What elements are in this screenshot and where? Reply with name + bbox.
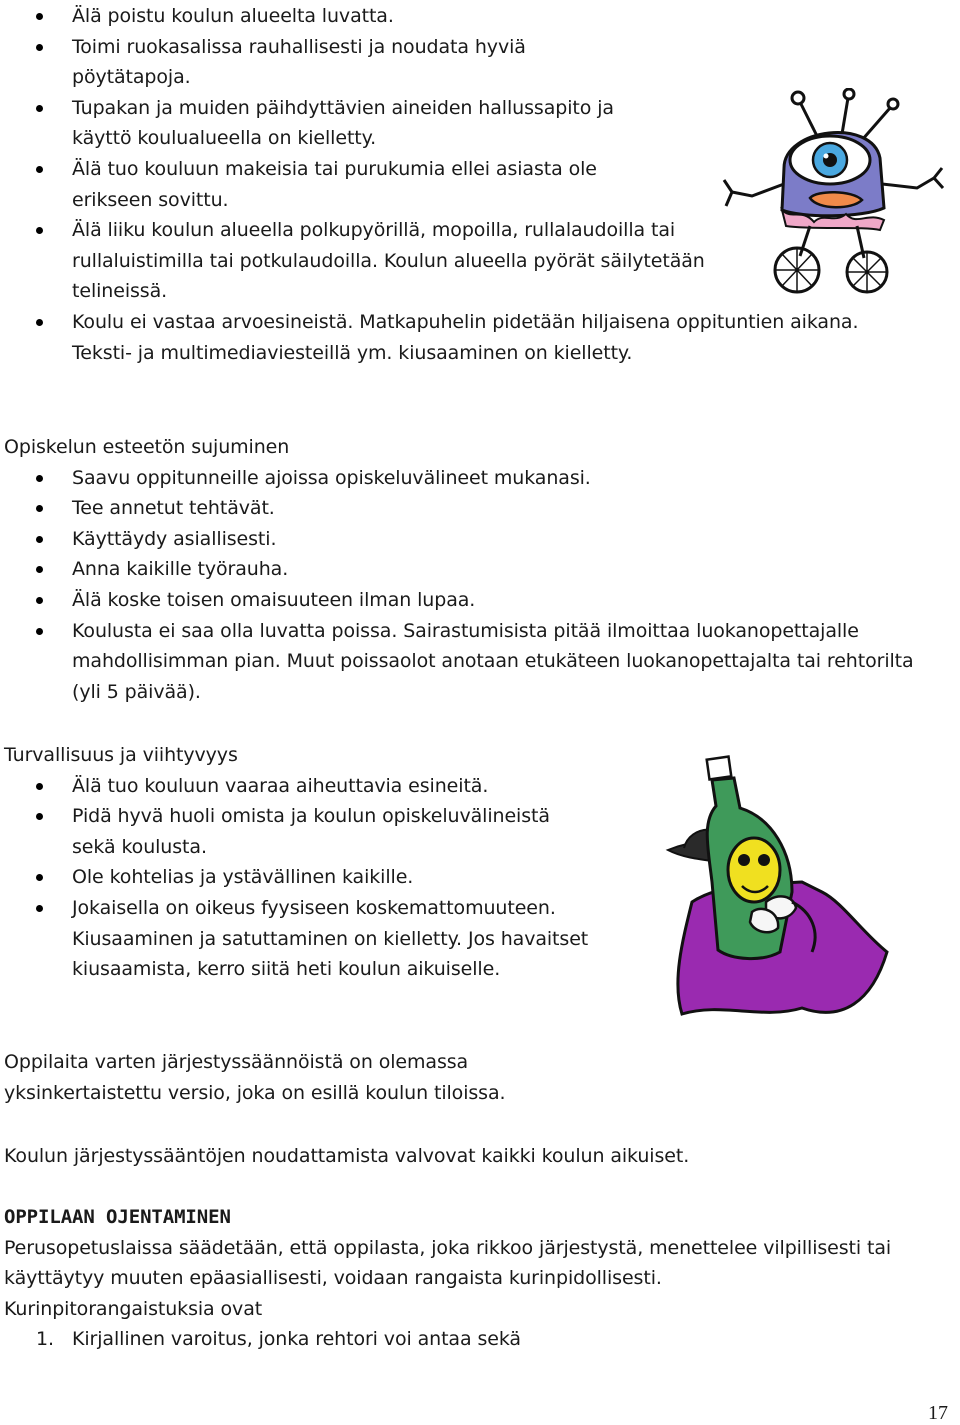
list-item-text: Koulu ei vastaa arvoesineistä. Matkapuhelin pidetään hiljaisena oppituntien aikana. Teksti- ja multimediaviesteillä ym. kiusaaminen on kielletty. [72, 310, 859, 364]
list-item-text: Saavu oppitunneille ajoissa opiskeluvälineet mukanasi. [72, 466, 591, 489]
bottle-villain-icon [662, 752, 892, 1027]
list-item [0, 554, 924, 585]
list-number: 1. [36, 1328, 54, 1351]
list-item-text: Pidä hyvä huoli omista ja koulun opiskeluvälineistä sekä koulusta. [72, 805, 550, 858]
list-item-text: Älä tuo kouluun makeisia tai purukumia ellei asiasta ole erikseen sovittu. [72, 157, 597, 211]
list-item [0, 463, 924, 494]
paragraph: Oppilaita varten järjestyssäännöistä on olemassa yksinkertaistettu versio, joka on esillä koulun tiloissa. [4, 1051, 506, 1104]
list-item-text: Anna kaikille työrauha. [72, 558, 289, 581]
simplified-version-note [4, 1047, 564, 1108]
list-item-text: Toimi ruokasalissa rauhallisesti ja noudata hyviä pöytätapoja. [72, 35, 526, 89]
list-item-text: Tupakan ja muiden päihdyttävien aineiden hallussapito ja käyttö koulualueella on kielletty. [72, 96, 614, 150]
list-item [0, 154, 662, 215]
section-discipline [4, 1202, 949, 1355]
list-item [0, 893, 602, 985]
list-item [0, 771, 644, 802]
list-item [0, 215, 707, 307]
list-item [0, 585, 924, 616]
list-item [0, 616, 927, 708]
list-item-text: Ole kohtelias ja ystävällinen kaikille. [72, 866, 414, 889]
rules-list-1-wrapper [0, 1, 859, 368]
list-item-text: Koulusta ei saa olla luvatta poissa. Sairastumisista pitää ilmoittaa luokanopettajalle mahdollisimman pian. Muut poissaolot anotaan etukäteen luokanopettajalta tai rehtorilta (yli 5 päivää). [72, 619, 914, 703]
list-item-text: Kirjallinen varoitus, jonka rehtori voi antaa sekä [72, 1328, 521, 1351]
rules-list-3 [0, 771, 644, 985]
list-item [0, 1324, 949, 1355]
list-item-text: Käyttäydy asiallisesti. [72, 527, 277, 550]
list-item-text: Älä liiku koulun alueella polkupyörillä, mopoilla, rullalaudoilla tai rullaluistimilla tai potkulaudoilla. Koulun alueella pyörät säilytetään telineissä. [72, 219, 705, 303]
page-number: 17 [928, 1402, 948, 1424]
supervision-note [4, 1141, 904, 1172]
list-item [0, 32, 592, 93]
section-safety [4, 740, 644, 985]
section-heading: Turvallisuus ja viihtyvyys [4, 744, 238, 766]
section-studying [4, 432, 924, 707]
list-item-text: Älä koske toisen omaisuuteen ilman lupaa. [72, 588, 476, 611]
subheading: Kurinpitorangaistuksia ovat [4, 1297, 263, 1320]
section-heading: Opiskelun esteetön sujuminen [4, 436, 290, 458]
list-item [0, 862, 644, 893]
list-item-text: Tee annetut tehtävät. [72, 497, 275, 520]
list-item [0, 1, 700, 32]
list-item [0, 307, 917, 368]
list-item-text: Älä poistu koulun alueelta luvatta. [72, 5, 394, 27]
list-item [0, 801, 582, 862]
list-item-text: Jokaisella on oikeus fyysiseen koskemattomuuteen. Kiusaaminen ja satuttaminen on kielletty. Jos havaitset kiusaamista, kerro siitä heti koulun aikuiselle. [72, 896, 589, 981]
list-item [0, 93, 672, 154]
list-item-text: Älä tuo kouluun vaaraa aiheuttavia esineitä. [72, 774, 489, 797]
rules-list-2 [0, 463, 924, 708]
paragraph: Koulun järjestyssääntöjen noudattamista valvovat kaikki koulun aikuiset. [4, 1145, 690, 1167]
section-heading: OPPILAAN OJENTAMINEN [4, 1206, 231, 1228]
rules-list-1 [0, 1, 859, 368]
eye-monster-icon [722, 88, 944, 298]
list-item [0, 493, 924, 524]
paragraph: Perusopetuslaissa säädetään, että oppilasta, joka rikkoo järjestystä, menettelee vilpillisesti tai käyttäytyy muuten epäasiallisesti, voidaan rangaista kurinpidollisesti. [4, 1236, 892, 1290]
list-item [0, 524, 924, 555]
numbered-list [0, 1324, 949, 1355]
